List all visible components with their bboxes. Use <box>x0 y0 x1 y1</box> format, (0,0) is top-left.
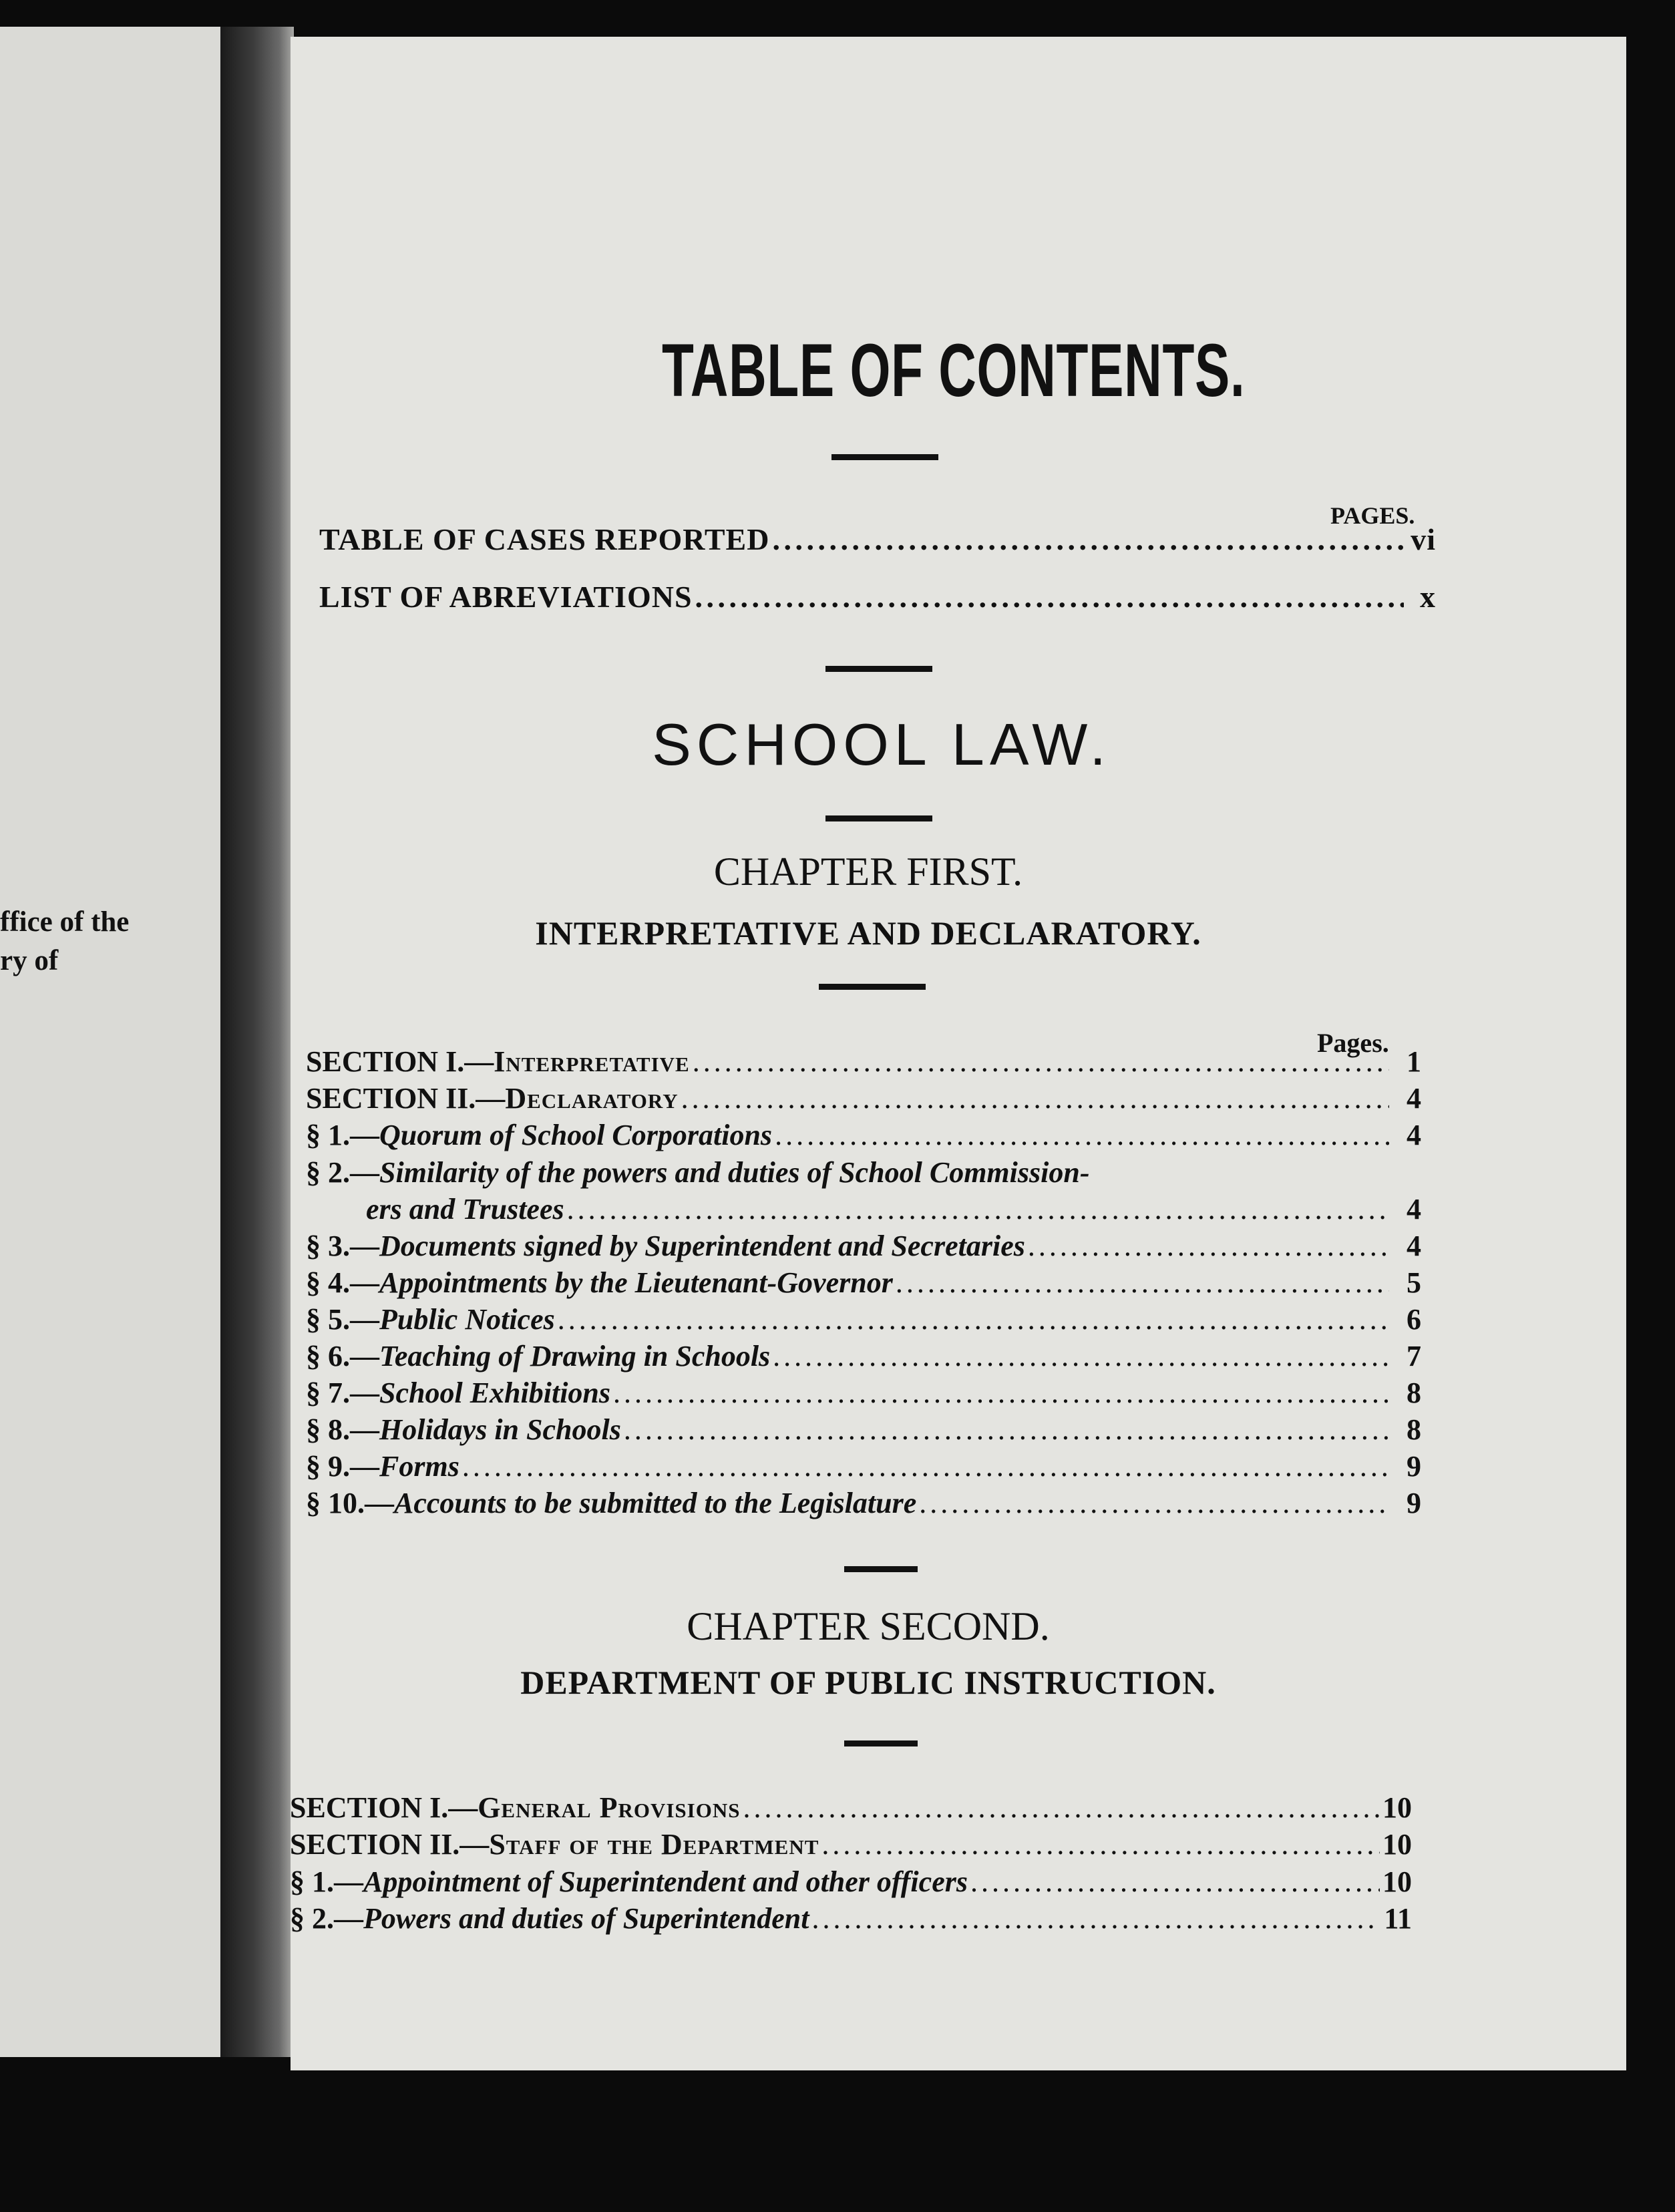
left-page-text-fragment <box>0 903 129 980</box>
toc-entry <box>319 578 1436 616</box>
pages-column-label: Pages. <box>1317 1028 1389 1058</box>
divider-rule <box>819 984 926 990</box>
divider-rule <box>831 454 938 460</box>
entry-page: 10 <box>1382 1865 1412 1898</box>
divider-rule <box>825 815 932 821</box>
entry-title: Declaratory <box>505 1082 679 1115</box>
entry-page: 8 <box>1407 1376 1421 1409</box>
chapter-subtitle: INTERPRETATIVE AND DECLARATORY. <box>535 914 1201 952</box>
dot-leader <box>896 1264 1389 1302</box>
entry-title: Forms <box>379 1450 459 1483</box>
toc-entry <box>306 1043 1421 1081</box>
entry-prefix: § 8.— <box>306 1413 379 1446</box>
entry-page: 5 <box>1407 1266 1421 1299</box>
entry-title: Powers and duties of Superintendent <box>363 1902 809 1935</box>
entry-prefix: § 4.— <box>306 1266 379 1299</box>
entry-title: ers and Trustees <box>366 1193 564 1226</box>
dot-leader <box>558 1301 1389 1338</box>
toc-entry <box>306 1080 1421 1117</box>
entry-page: vi <box>1411 522 1436 556</box>
entry-page: x <box>1420 580 1436 614</box>
dot-leader <box>567 1191 1389 1228</box>
toc-entry <box>290 1900 1412 1938</box>
entry-title: Holidays in Schools <box>379 1413 621 1446</box>
toc-entry <box>290 1863 1412 1901</box>
entry-prefix: § 3.— <box>306 1230 379 1262</box>
entry-prefix: SECTION II.— <box>290 1828 490 1861</box>
entry-prefix: § 9.— <box>306 1450 379 1483</box>
entry-prefix: § 2.— <box>306 1156 379 1189</box>
book-gutter-shadow <box>220 27 294 2057</box>
entry-prefix: SECTION II.— <box>306 1082 506 1115</box>
toc-entry <box>290 1789 1412 1827</box>
entry-title: General Provisions <box>478 1791 741 1824</box>
dot-leader <box>624 1411 1389 1449</box>
dot-leader <box>695 578 1404 616</box>
entry-prefix: § 5.— <box>306 1303 379 1336</box>
toc-entry <box>306 1117 1421 1154</box>
entry-page: 10 <box>1382 1828 1412 1861</box>
pages-column-label: PAGES. <box>1330 502 1415 529</box>
entry-page: 8 <box>1407 1413 1421 1446</box>
entry-title: Appointments by the Lieutenant-Governor <box>379 1266 893 1299</box>
dot-leader <box>693 1043 1389 1081</box>
entry-page: 10 <box>1382 1791 1412 1824</box>
entry-title: Quorum of School Corporations <box>379 1119 773 1151</box>
toc-entry <box>306 1485 1421 1522</box>
toc-entry <box>306 1374 1421 1412</box>
entry-page: 4 <box>1407 1193 1421 1226</box>
toc-entry <box>319 521 1436 558</box>
dot-leader <box>462 1448 1389 1485</box>
toc-entry <box>306 1264 1421 1302</box>
dot-leader <box>681 1080 1389 1117</box>
entry-page: 11 <box>1384 1902 1412 1935</box>
toc-entry <box>306 1228 1421 1265</box>
divider-rule <box>844 1566 918 1572</box>
entry-page: 4 <box>1407 1230 1421 1262</box>
entry-page: 7 <box>1407 1340 1421 1372</box>
entry-title: Interpretative <box>494 1045 690 1078</box>
entry-prefix: § 6.— <box>306 1340 379 1372</box>
divider-rule <box>844 1740 918 1746</box>
part-title: SCHOOL LAW. <box>652 711 1111 777</box>
toc-entry <box>290 1826 1412 1863</box>
dot-leader <box>743 1789 1380 1827</box>
dot-leader <box>775 1117 1389 1154</box>
entry-title: TABLE OF CASES REPORTED <box>319 522 770 556</box>
chapter-title: CHAPTER FIRST. <box>713 850 1023 894</box>
dot-leader <box>821 1826 1380 1863</box>
entry-title: Teaching of Drawing in Schools <box>379 1340 771 1372</box>
toc-entry <box>306 1411 1421 1449</box>
dot-leader <box>613 1374 1389 1412</box>
entry-page: 9 <box>1407 1450 1421 1483</box>
entry-title: Appointment of Superintendent and other officers <box>363 1865 968 1898</box>
left-fragment-line: ry of <box>0 945 59 976</box>
entry-title: School Exhibitions <box>379 1376 611 1409</box>
entry-page: 9 <box>1407 1487 1421 1519</box>
dot-leader <box>772 521 1404 558</box>
page-title: TABLE OF CONTENTS. <box>662 329 1246 412</box>
toc-entry <box>306 1154 1421 1191</box>
toc-entry <box>306 1338 1421 1375</box>
chapter-subtitle: DEPARTMENT OF PUBLIC INSTRUCTION. <box>520 1664 1216 1701</box>
entry-prefix: § 2.— <box>290 1902 363 1935</box>
entry-title: Public Notices <box>379 1303 555 1336</box>
entry-prefix: § 10.— <box>306 1487 394 1519</box>
dot-leader <box>919 1485 1389 1522</box>
entry-title: Documents signed by Superintendent and Secretaries <box>379 1230 1025 1262</box>
entry-page: 4 <box>1407 1082 1421 1115</box>
toc-entry-continuation <box>306 1191 1421 1228</box>
dot-leader <box>773 1338 1389 1375</box>
dot-leader <box>1028 1228 1389 1265</box>
entry-prefix: SECTION I.— <box>290 1791 478 1824</box>
entry-page: 1 <box>1407 1045 1421 1078</box>
toc-entry <box>306 1301 1421 1338</box>
entry-title: LIST OF ABREVIATIONS <box>319 580 693 614</box>
dot-leader <box>970 1863 1380 1901</box>
entry-prefix: § 7.— <box>306 1376 379 1409</box>
entry-prefix: § 1.— <box>290 1865 363 1898</box>
left-fragment-line: ffice of the <box>0 906 130 938</box>
entry-title: Accounts to be submitted to the Legislature <box>394 1487 917 1519</box>
divider-rule <box>825 666 932 672</box>
entry-page: 4 <box>1407 1119 1421 1151</box>
entry-page: 6 <box>1407 1303 1421 1336</box>
entry-prefix: SECTION I.— <box>306 1045 494 1078</box>
entry-title: Similarity of the powers and duties of School Commission- <box>379 1156 1090 1189</box>
toc-entry <box>306 1448 1421 1485</box>
left-page <box>0 27 220 2057</box>
dot-leader <box>811 1900 1380 1938</box>
entry-prefix: § 1.— <box>306 1119 379 1151</box>
entry-title: Staff of the Department <box>489 1828 819 1861</box>
chapter-title: CHAPTER SECOND. <box>687 1604 1050 1648</box>
